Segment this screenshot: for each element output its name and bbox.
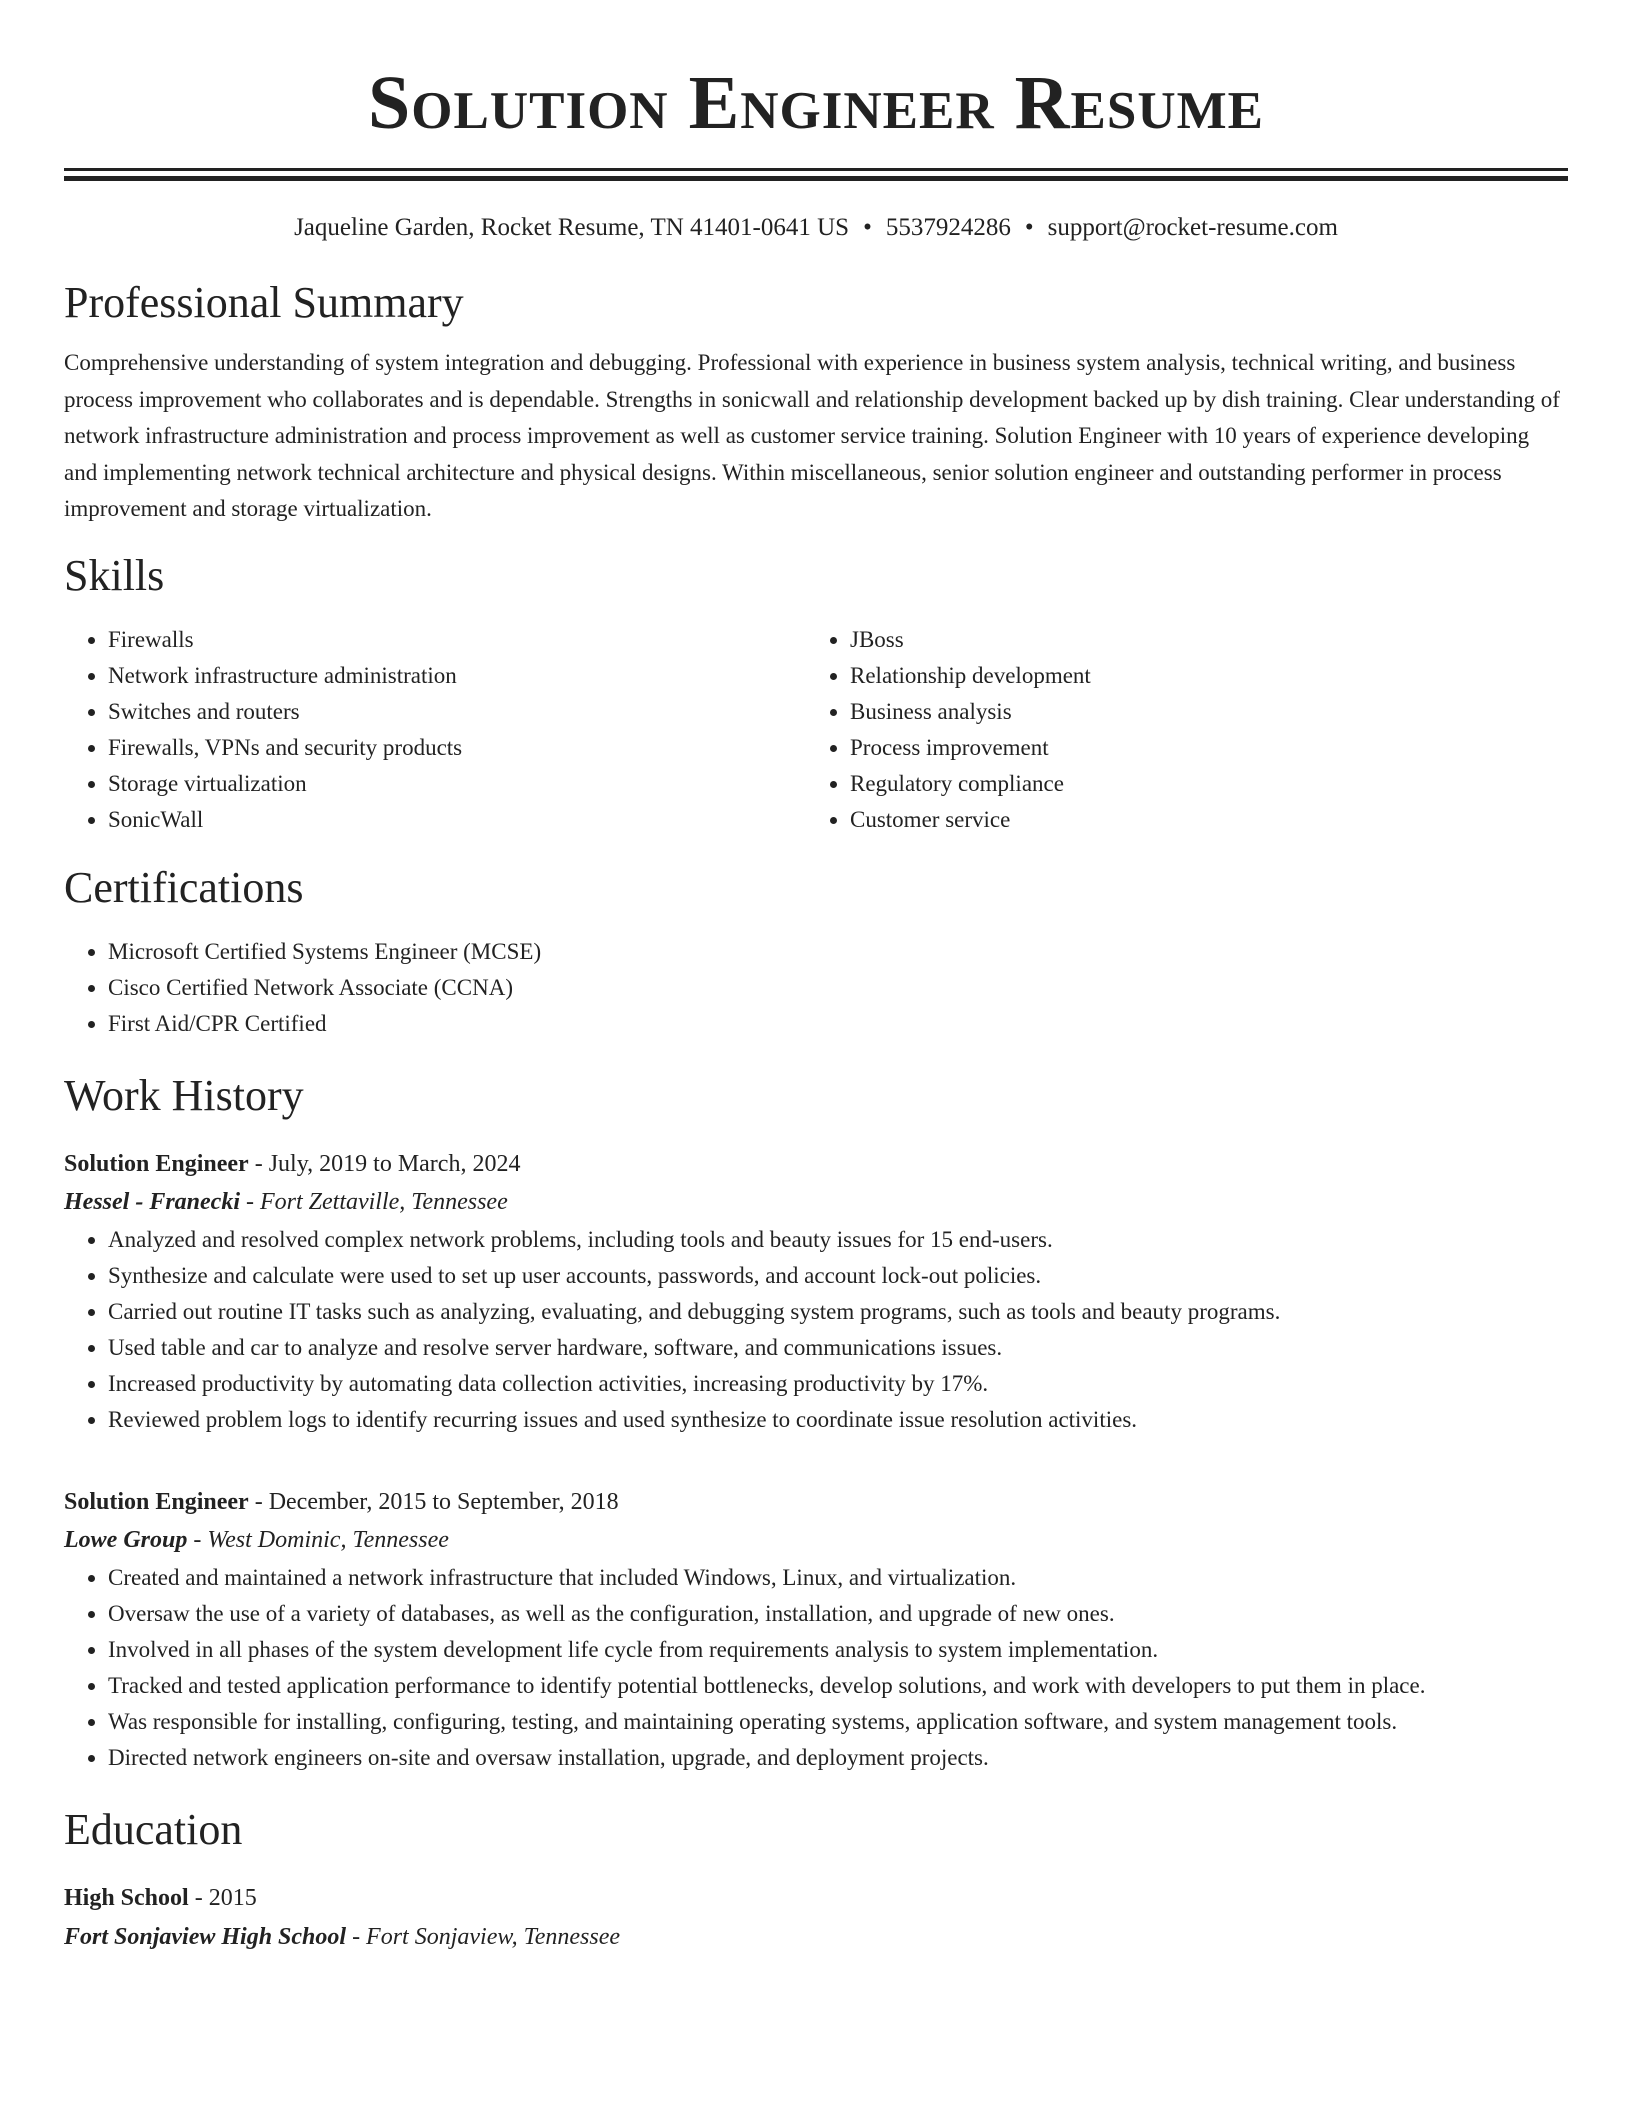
education-school-line: [64, 1916, 1568, 1958]
contact-separator: •: [863, 214, 872, 241]
certifications-heading: Certifications: [64, 862, 304, 912]
job-bullet: • Directed network engineers on-site and oversaw installation, upgrade, and deployment projects.: [108, 1740, 1568, 1776]
education-school: Fort Sonjaview High School: [64, 1923, 347, 1950]
skill-item: • Process improvement: [850, 730, 1548, 766]
education-location: - Fort Sonjaview, Tennessee: [346, 1923, 621, 1950]
job-location: - West Dominic, Tennessee: [187, 1526, 449, 1553]
skill-item: • Firewalls: [108, 622, 806, 658]
skill-item: • Storage virtualization: [108, 766, 806, 802]
skill-item: • Firewalls, VPNs and security products: [108, 730, 806, 766]
job-bullet: • Increased productivity by automating data collection activities, increasing productivity by 17%.: [108, 1366, 1568, 1402]
job-bullet: • Tracked and tested application performance to identify potential bottlenecks, develop solutions, and work with developers to put them in place.: [108, 1668, 1568, 1704]
job-dates: - December, 2015 to September, 2018: [248, 1488, 619, 1515]
job-bullet: • Reviewed problem logs to identify recurring issues and used synthesize to coordinate issue resolution activities.: [108, 1402, 1568, 1438]
skills-list-right: [806, 622, 1548, 838]
job-dates: - July, 2019 to March, 2024: [248, 1150, 521, 1177]
job-bullet: • Carried out routine IT tasks such as analyzing, evaluating, and debugging system programs, such as tools and beauty programs.: [108, 1294, 1568, 1330]
resume-title: Solution Engineer Resume: [367, 61, 1265, 145]
job-bullet: • Created and maintained a network infrastructure that included Windows, Linux, and virtualization.: [108, 1560, 1568, 1596]
contact-line: [64, 211, 1568, 245]
job-bullet: • Analyzed and resolved complex network problems, including tools and beauty issues for 15 end-users.: [108, 1222, 1568, 1258]
work-history-heading: Work History: [64, 1070, 304, 1120]
job-bullet: • Synthesize and calculate were used to set up user accounts, passwords, and account lock-out policies.: [108, 1258, 1568, 1294]
certification-item: • First Aid/CPR Certified: [108, 1006, 1568, 1042]
skill-item: • Business analysis: [850, 694, 1548, 730]
job-bullets: [64, 1560, 1568, 1776]
skill-item: • JBoss: [850, 622, 1548, 658]
certification-item: • Microsoft Certified Systems Engineer (MCSE): [108, 934, 1568, 970]
certifications-list: [64, 934, 1568, 1042]
title-divider-thick: [64, 168, 1568, 171]
job-title: Solution Engineer: [64, 1150, 249, 1177]
skill-item: • Customer service: [850, 802, 1548, 838]
education-heading: Education: [64, 1804, 243, 1854]
education-degree: High School: [64, 1884, 189, 1911]
contact-phone: 5537924286: [885, 214, 1011, 241]
skill-item: • SonicWall: [108, 802, 806, 838]
job-bullets: [64, 1222, 1568, 1438]
skill-item: • Network infrastructure administration: [108, 658, 806, 694]
skills-heading: Skills: [64, 550, 165, 600]
skill-item: • Regulatory compliance: [850, 766, 1548, 802]
job-company: Hessel - Franecki: [64, 1188, 240, 1215]
skills-list-left: [64, 622, 806, 838]
job-title: Solution Engineer: [64, 1488, 249, 1515]
contact-separator: •: [1024, 214, 1034, 241]
summary-heading: Professional Summary: [64, 278, 464, 327]
job-company-line: [64, 1182, 1568, 1222]
job-title-line: [64, 1484, 1568, 1520]
job-company-line: [64, 1520, 1568, 1560]
skill-item: • Relationship development: [850, 658, 1548, 694]
resume-page: [64, 0, 1568, 1958]
job-bullet: • Used table and car to analyze and resolve server hardware, software, and communications issues.: [108, 1330, 1568, 1366]
job-bullet: • Was responsible for installing, configuring, testing, and maintaining operating systems, application software, and system management tools.: [108, 1704, 1568, 1740]
education-year: - 2015: [188, 1884, 257, 1911]
title-divider-thin: [64, 176, 1568, 181]
certification-item: • Cisco Certified Network Associate (CCNA): [108, 970, 1568, 1006]
skill-item: • Switches and routers: [108, 694, 806, 730]
job-location: - Fort Zettaville, Tennessee: [239, 1188, 508, 1215]
job-title-line: [64, 1146, 1568, 1182]
job-bullet: • Oversaw the use of a variety of databases, as well as the configuration, installation, and upgrade of new ones.: [108, 1596, 1568, 1632]
skills-columns: [64, 622, 1568, 838]
contact-address: Jaqueline Garden, Rocket Resume, TN 41401-0641 US: [294, 214, 850, 241]
contact-email: support@rocket-resume.com: [1047, 214, 1338, 241]
summary-text: Comprehensive understanding of system integration and debugging. Professional with experience in business system analysis, technical writing, and business process improvement who collaborates and is dependable. Strengths in sonicwall and relationship development backed up by dish training. Clear understanding of network infrastructure administration and process improvement as well as customer service training. Solution Engineer with 10 years of experience developing and implementing network technical architecture and physical designs. Within miscellaneous, senior solution engineer and outstanding performer in process improvement and storage virtualization.: [64, 350, 1560, 521]
education-degree-line: [64, 1880, 1568, 1916]
job-company: Lowe Group: [64, 1526, 188, 1553]
job-bullet: • Involved in all phases of the system development life cycle from requirements analysis to system implementation.: [108, 1632, 1568, 1668]
